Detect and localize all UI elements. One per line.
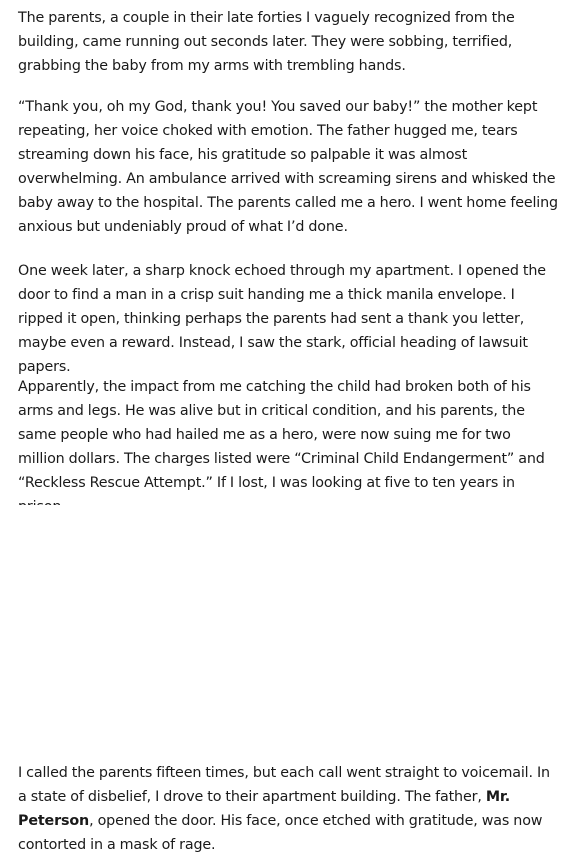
character-name: Mr. Peterson	[18, 789, 511, 829]
paragraph-4: Apparently, the impact from me catching the child had broken both of his arms and legs. He was alive but in critical condition, and his parents, the same people who had hailed me as a hero, were now suing me for two million dollars. The charges listed were “Criminal Child Endangerment” and “Reckless Rescue Attempt.” If I lost, I was looking at five to ten years in	[18, 379, 545, 491]
paragraph-1: The parents, a couple in their late forties I vaguely recognized from the building, came running out seconds later. They were sobbing, terrified, grabbing the baby from my arms with trembling hands.	[18, 10, 515, 74]
paragraph-5-end: , opened the door. His face, once etched with gratitude, was now contorted in a mask of rage.	[18, 813, 543, 853]
paragraph-3: One week later, a sharp knock echoed through my apartment. I opened the door to find a man in a crisp suit handing me a thick manila envelope. I ripped it open, thinking perhaps the parents had sent a thank you letter, maybe even a reward. Instead, I saw the stark, official heading of lawsuit papers.	[18, 263, 546, 375]
blank-ad-space	[0, 505, 571, 750]
paragraph-2: “Thank you, oh my God, thank you! You saved our baby!” the mother kept repeating, her voice choked with emotion. The father hugged me, tears streaming down his face, his gratitude so palpable it was almost overwhelming. An ambulance arrived with screaming sirens and whisked the baby away to the hospital. The parents called me a hero. I went home feeling anxious but undeniably proud of what I’d done.	[18, 99, 558, 235]
paragraph-5	[18, 761, 558, 857]
paragraph-5-start: I called the parents fifteen times, but each call went straight to voicemail. In a state of disbelief, I drove to their apartment building. The father,	[18, 765, 550, 805]
